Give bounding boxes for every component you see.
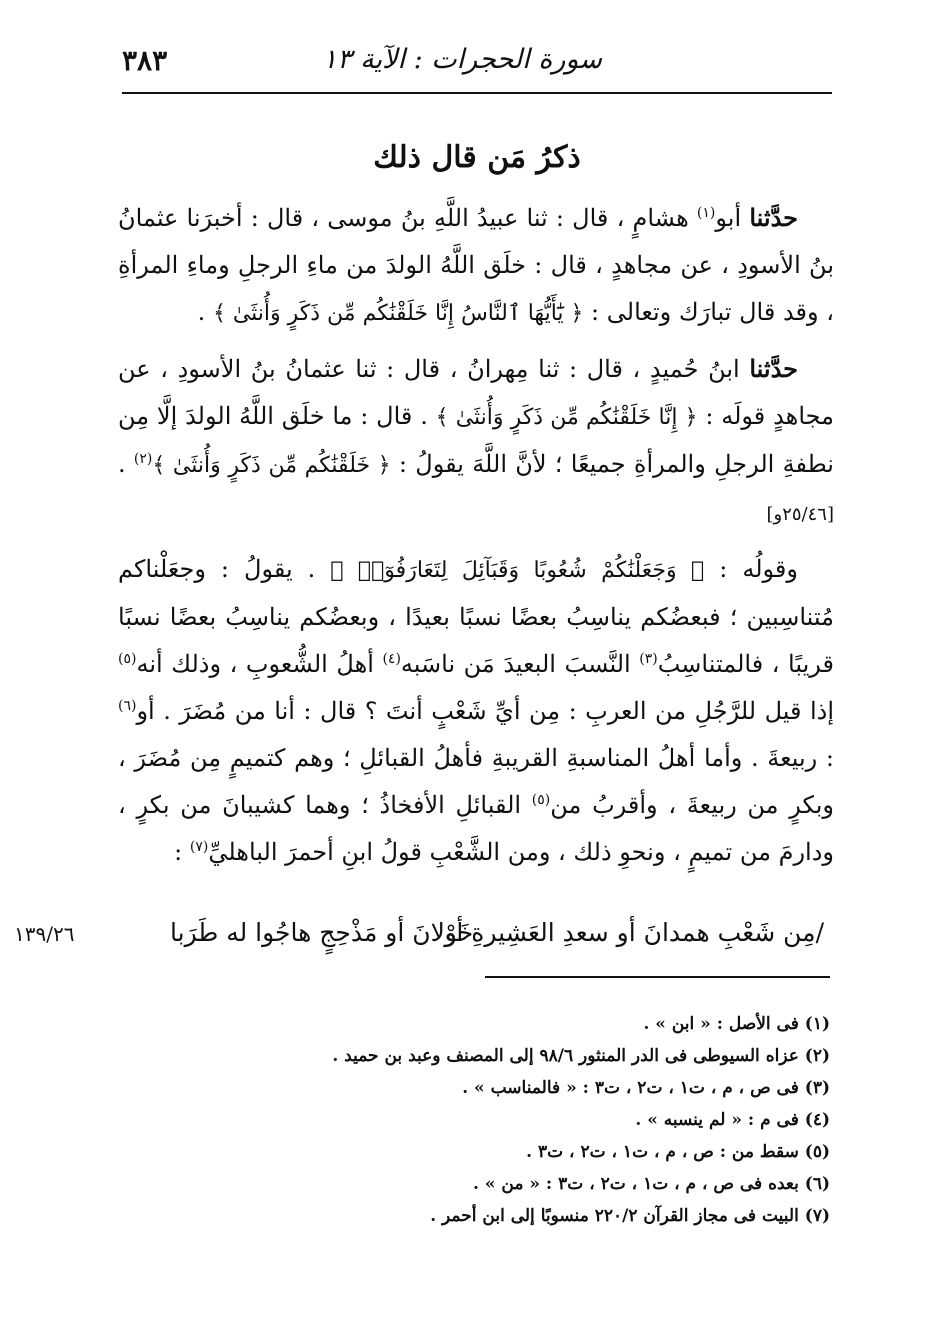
isnad-lead: حدَّثنا [749,203,798,232]
manuscript-ref: ١٣٩/٢٦ [14,922,75,946]
isnad-lead: حدَّثنا [749,354,798,383]
text-run: : ربيعةَ . وأما أهلُ المناسبةِ القريبةِ فأهلُ القبائلِ ؛ وهم كتميمٍ مِن مُضَرَ ، وبكرٍ من ربيعةَ ، وأقربُ من [118,744,834,819]
footnote-divider [485,976,830,978]
text-run: . قال : ما خلَق اللَّهُ الولدَ إلَّا مِن نطفةِ الرجلِ والمرأةِ جميعًا ؛ لأنَّ اللَّهَ يقولُ : [118,402,834,478]
footnotes [200,1008,830,1232]
page-header [122,36,832,94]
quran-verse: ﴿ إِنَّا خَلَقْنَٰكُم مِّن ذَكَرٍ وَأُنثَىٰ ﴾ [435,405,698,430]
text-run: القبائلِ الأفخاذُ ؛ وهما كشيبانَ من بكرٍ ، ودارمَ من تميمٍ ، ونحوِ ذلك ، ومن الشَّعْبِ قولُ ابنِ أحمرَ الباهليِّ [118,791,834,866]
footnote-6: (٦) بعده فى ص ، م ، ت١ ، ت٢ ، ت٣ : « من » . [473,1174,830,1194]
poem-verse [14,912,834,962]
footnote-ref[interactable]: (٧) [189,839,209,855]
text-run: هشامٍ ، قال : ثنا عبيدُ اللَّهِ بنُ موسى ، قال : أخبرَنا عثمانُ بنُ الأسودِ ، عن مجاهدٍ ، قال : خلَق اللَّهُ الولدَ من ماءِ الرجلِ وماءِ المرأةِ ، وقد قال تبارَك وتعالى : [118,204,834,326]
footnote-4: (٤) فى م : « لم ينسبه » . [635,1110,830,1130]
text-run: . [197,298,206,326]
text-run: أبو [715,204,742,232]
quran-verse: ﴿ يَٰٓأَيُّهَا ٱلنَّاسُ إِنَّا خَلَقْنَٰكُم مِّن ذَكَرٍ وَأُنثَىٰ ﴾ [212,301,584,326]
quran-verse: ﴿ وَجَعَلْنَٰكُمْ شُعُوبًا وَقَبَآئِلَ لِتَعَارَفُوٓا۟ ﴾ [330,558,705,583]
text-run: . [118,450,126,478]
poem-second-hemistich: خَوْلانَ أو مَذْحِجٍ هاجُوا له طَرَبا [170,918,474,947]
page-number: ٣٨٣ [122,44,168,77]
footnote-ref[interactable]: (١) [696,205,716,221]
footnote-1: (١) فى الأصل : « ابن » . [643,1014,830,1034]
footnote-ref[interactable]: (٢) [133,451,153,467]
footnote-ref[interactable]: (٥) [531,792,551,808]
footnote-ref[interactable]: (٣) [639,651,658,667]
manuscript-ref: [٢٥/٤٦و] [766,504,834,525]
footnote-ref[interactable]: (٥) [118,651,137,667]
footnote-ref[interactable]: (٦) [118,698,137,714]
text-run: أهلُ الشُّعوبِ ، وذلك أنه [136,650,374,678]
paragraph-2 [118,345,834,538]
quran-verse: ﴿ خَلَقْنَٰكُم مِّن ذَكَرٍ وَأُنثَىٰ ﴾ [152,453,391,478]
text-run: . يقولُ : وجعَلْناكم مُتناسِبين ؛ فبعضُكم يناسِبُ بعضًا نسبًا بعيدًا ، وبعضُكم يناسِبُ بعضًا نسبًا قريبًا ، فالمتناسِبُ [118,555,834,678]
text-run: إذا قيل للرَّجُلِ من العربِ : مِن أيِّ شَعْبٍ أنتَ ؟ قال : أنا من مُضَرَ . أو [136,697,834,725]
section-heading: ذكرُ مَن قال ذلك [373,140,581,175]
poem-first-hemistich: /مِن شَعْبِ همدانَ أو سعدِ العَشِيرةِ أو [444,918,824,947]
footnote-7: (٧) البيت فى مجاز القرآن ٢٢٠/٢ منسوبًا إلى ابن أحمر . [430,1206,830,1226]
footnote-2: (٢) عزاه السيوطى فى الدر المنثور ٩٨/٦ إلى المصنف وعبد بن حميد . [332,1046,830,1066]
paragraph-3 [118,546,834,876]
running-title: سورة الحجرات : الآية ١٣ [322,44,602,75]
footnote-3: (٣) فى ص ، م ، ت١ ، ت٢ ، ت٣ : « فالمناسب » . [462,1078,830,1098]
text-run: ابنُ حُميدٍ ، قال : ثنا مِهرانُ ، قال : ثنا عثمانُ بنُ الأسودِ ، عن مجاهدٍ قولَه : [118,355,834,430]
footnote-ref[interactable]: (٤) [382,651,401,667]
text-run: النَّسبَ البعيدَ مَن ناسَبه [400,650,631,678]
text-run: وقولُه : [719,555,798,583]
text-run: : [174,838,183,866]
body-text [118,194,834,884]
footnote-5: (٥) سقط من : ص ، م ، ت١ ، ت٢ ، ت٣ . [526,1142,830,1162]
paragraph-1 [118,194,834,337]
